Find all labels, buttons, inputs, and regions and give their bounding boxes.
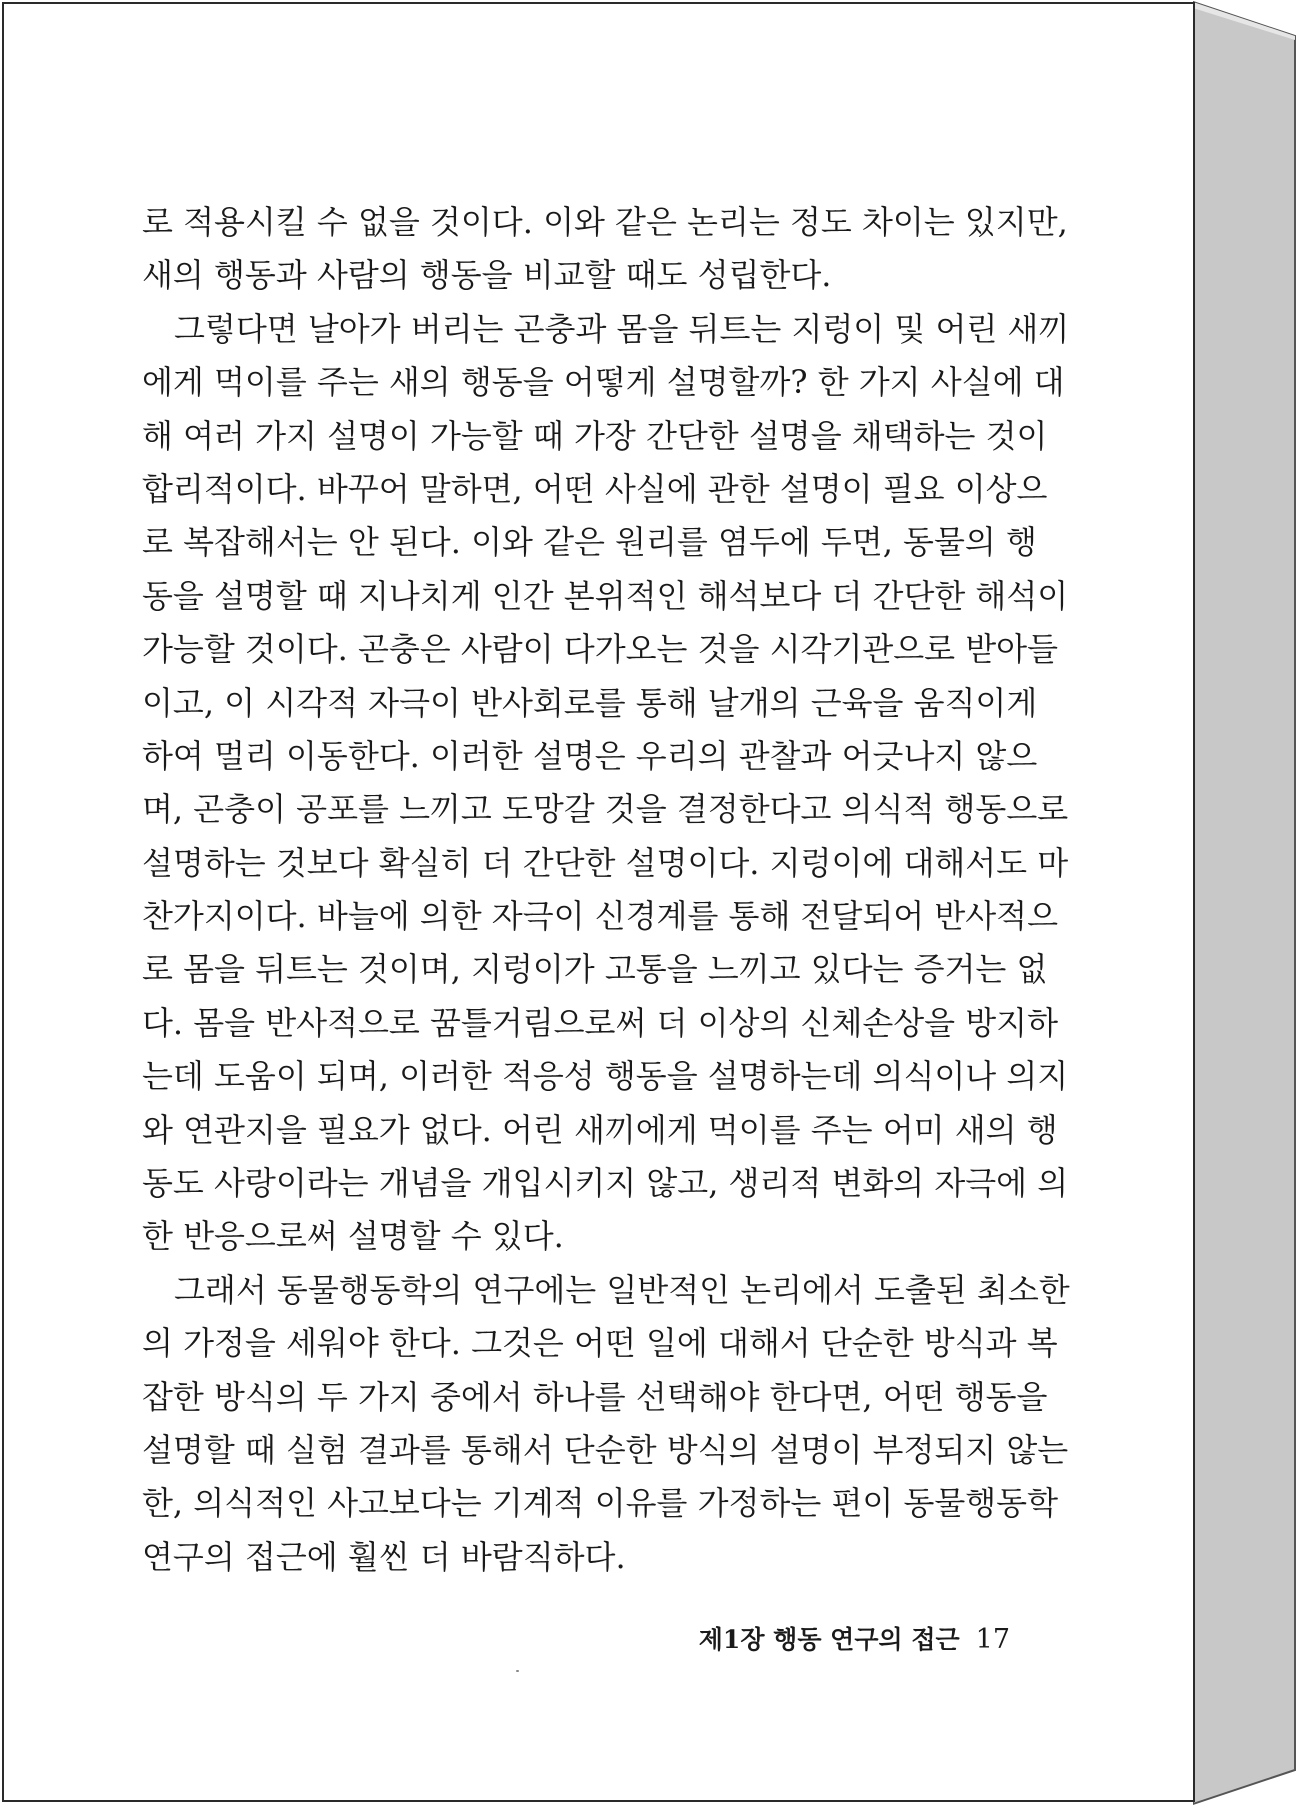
text-line: 와 연관지을 필요가 없다. 어린 새끼에게 먹이를 주는 어미 새의 행 xyxy=(142,1110,1058,1149)
text-line: 는데 도움이 되며, 이러한 적응성 행동을 설명하는데 의식이나 의지 xyxy=(142,1057,1069,1096)
text-line: 이고, 이 시각적 자극이 반사회로를 통해 날개의 근육을 움직이게 xyxy=(142,683,1038,722)
text-line: 동도 사랑이라는 개념을 개입시키지 않고, 생리적 변화의 자극에 의 xyxy=(142,1164,1069,1203)
text-line: 다. 몸을 반사적으로 꿈틀거림으로써 더 이상의 신체손상을 방지하 xyxy=(142,1003,1059,1042)
text-line: 며, 곤충이 공포를 느끼고 도망갈 것을 결정한다고 의식적 행동으로 xyxy=(142,790,1069,829)
text-line: 에게 먹이를 주는 새의 행동을 어떻게 설명할까? 한 가지 사실에 대 xyxy=(142,363,1065,402)
page-footer xyxy=(600,1620,1010,1656)
chapter-title: 제1장 행동 연구의 접근 xyxy=(698,1625,960,1654)
text-line: 잡한 방식의 두 가지 중에서 하나를 선택해야 한다면, 어떤 행동을 xyxy=(142,1377,1048,1416)
text-line: 해 여러 가지 설명이 가능할 때 가장 간단한 설명을 채택하는 것이 xyxy=(142,416,1048,455)
text-line: 의 가정을 세워야 한다. 그것은 어떤 일에 대해서 단순한 방식과 복 xyxy=(142,1324,1058,1363)
page-stack-edge xyxy=(1193,0,1299,1806)
scan-speck xyxy=(516,1670,519,1672)
page-number: 17 xyxy=(975,1624,1010,1655)
page-edge-face xyxy=(1193,2,1295,1804)
text-line: 찬가지이다. 바늘에 의한 자극이 신경계를 통해 전달되어 반사적으 xyxy=(142,897,1059,936)
text-line: 로 몸을 뒤트는 것이며, 지렁이가 고통을 느끼고 있다는 증거는 없 xyxy=(142,950,1048,989)
text-line: 로 복잡해서는 안 된다. 이와 같은 원리를 염두에 두면, 동물의 행 xyxy=(142,523,1037,562)
body-text xyxy=(142,196,1070,1584)
text-line: 하여 멀리 이동한다. 이러한 설명은 우리의 관찰과 어긋나지 않으 xyxy=(142,736,1038,775)
text-line: 설명하는 것보다 확실히 더 간단한 설명이다. 지렁이에 대해서도 마 xyxy=(142,843,1069,882)
text-line: 로 적용시킬 수 없을 것이다. 이와 같은 논리는 정도 차이는 있지만, xyxy=(142,203,1068,241)
text-line: 그래서 동물행동학의 연구에는 일반적인 논리에서 도출된 최소한 xyxy=(174,1270,1070,1309)
text-line: 새의 행동과 사람의 행동을 비교할 때도 성립한다. xyxy=(142,256,832,295)
text-line: 그렇다면 날아가 버리는 곤충과 몸을 뒤트는 지렁이 및 어린 새끼 xyxy=(174,309,1070,348)
text-line: 가능할 것이다. 곤충은 사람이 다가오는 것을 시각기관으로 받아들 xyxy=(142,630,1059,669)
text-line: 한 반응으로써 설명할 수 있다. xyxy=(142,1217,564,1256)
text-line: 연구의 접근에 훨씬 더 바람직하다. xyxy=(142,1537,626,1576)
text-line: 동을 설명할 때 지나치게 인간 본위적인 해석보다 더 간단한 해석이 xyxy=(142,576,1069,615)
text-line: 합리적이다. 바꾸어 말하면, 어떤 사실에 관한 설명이 필요 이상으 xyxy=(142,469,1048,508)
text-line: 한, 의식적인 사고보다는 기계적 이유를 가정하는 편이 동물행동학 xyxy=(142,1484,1059,1523)
text-line: 설명할 때 실험 결과를 통해서 단순한 방식의 설명이 부정되지 않는 xyxy=(142,1430,1069,1469)
